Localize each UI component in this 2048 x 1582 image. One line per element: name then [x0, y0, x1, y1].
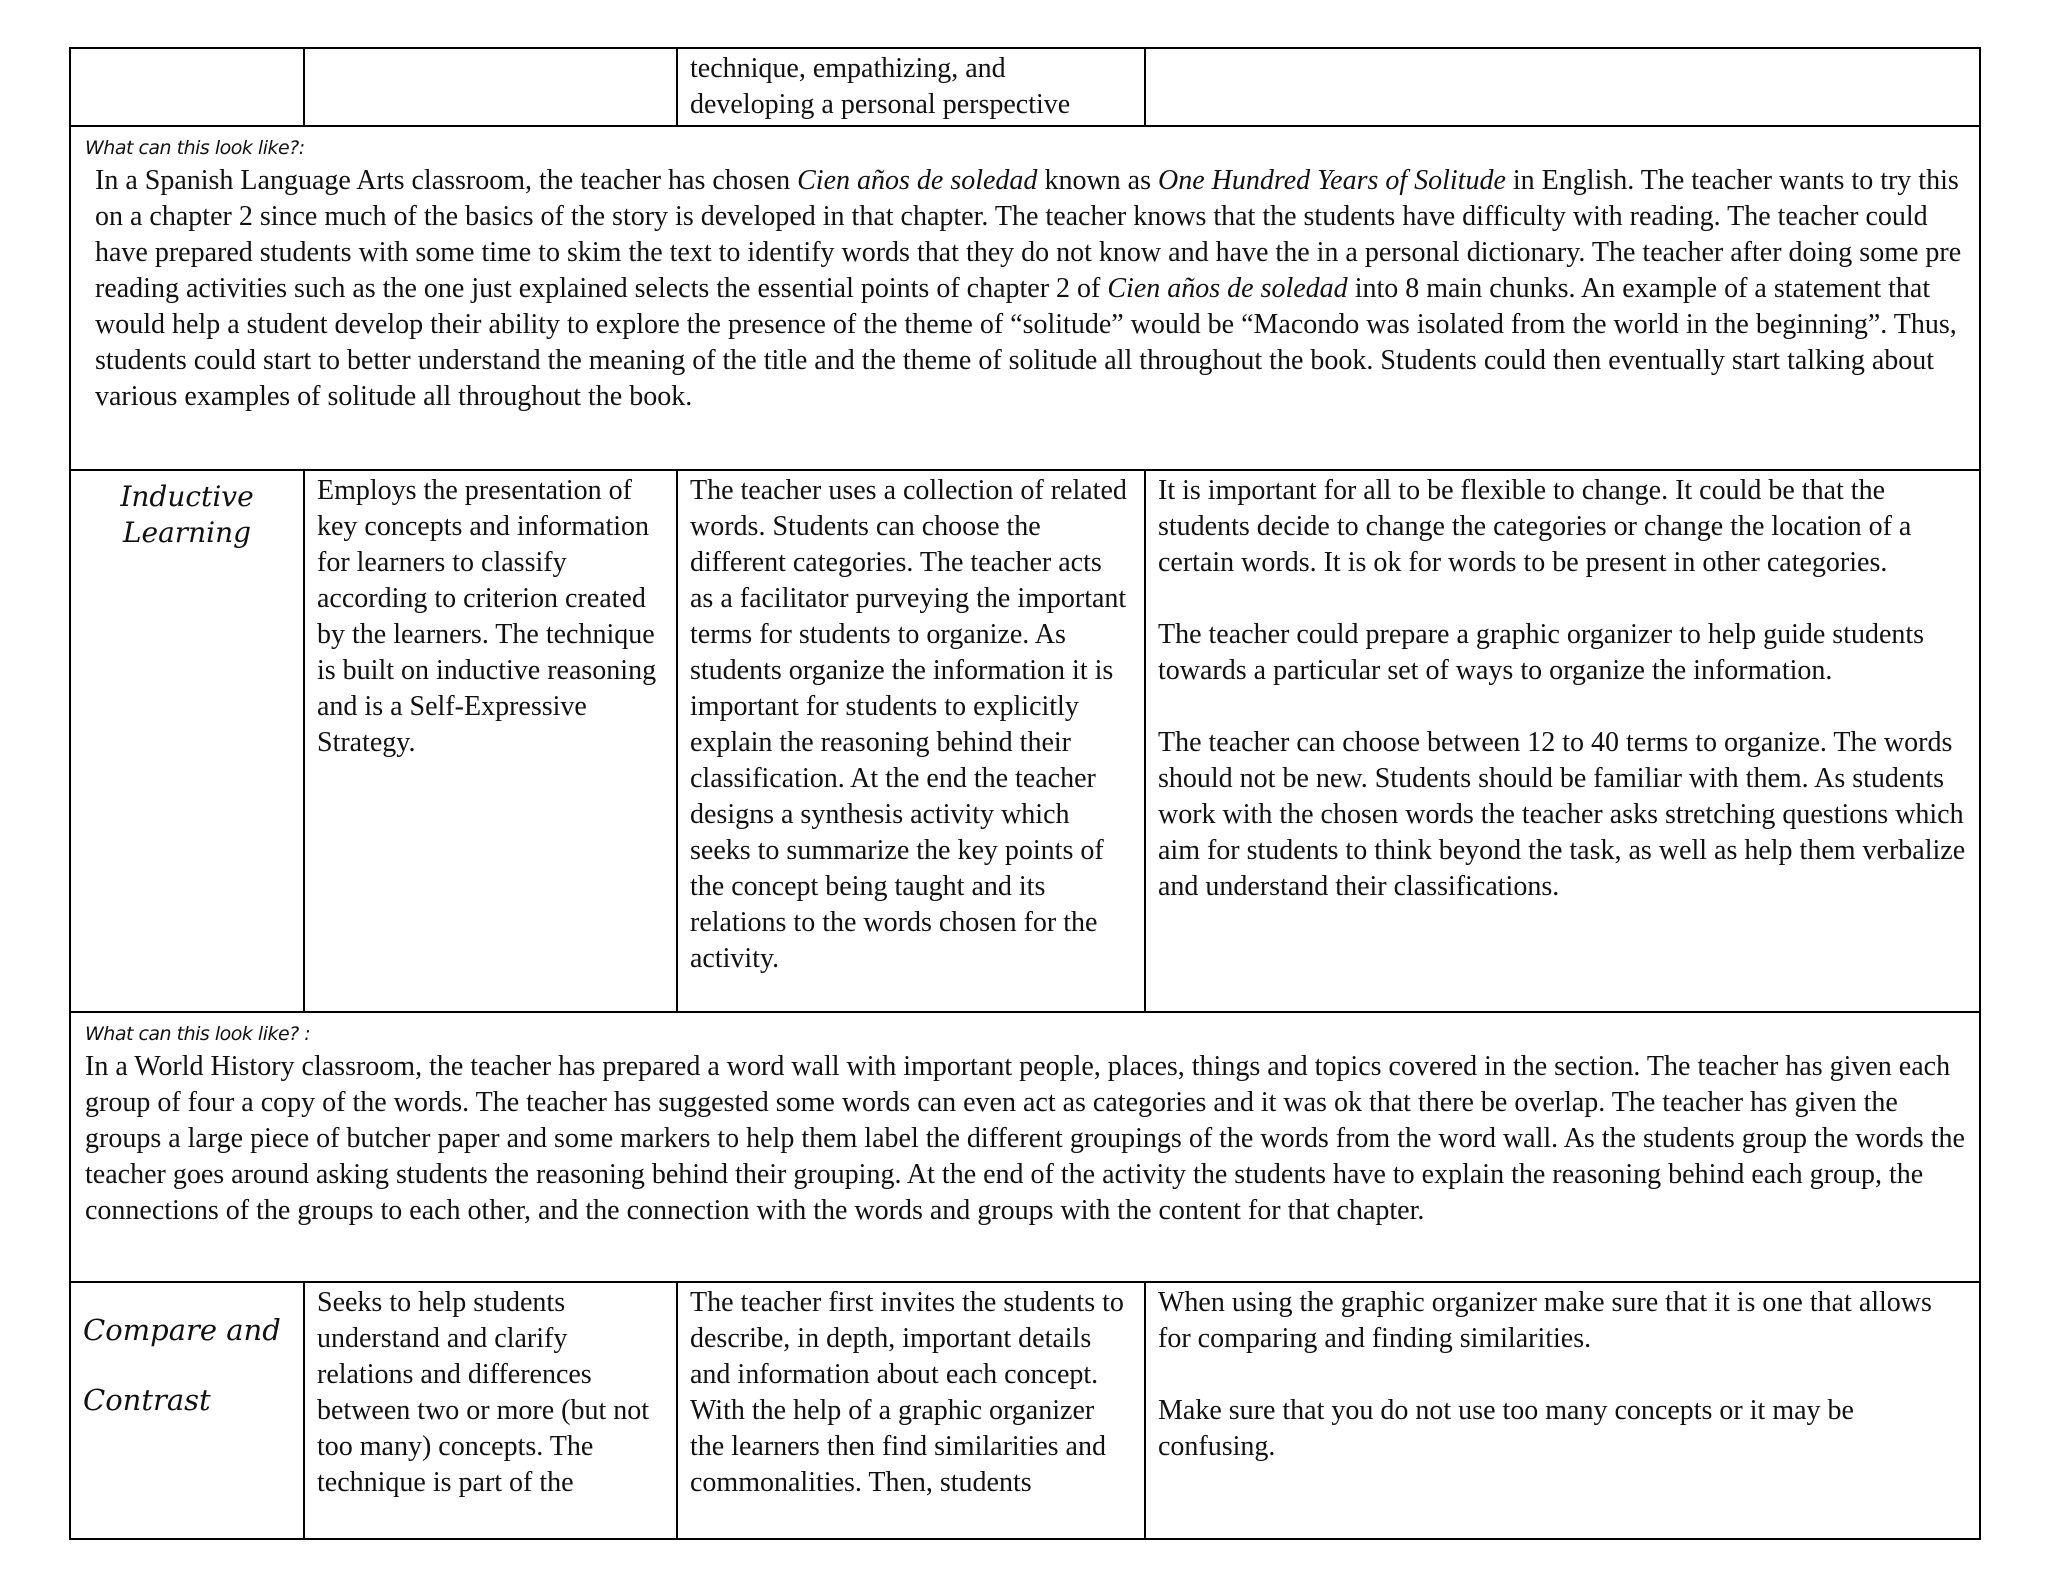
definition-cell: Seeks to help students understand and clarify relations and differences between two or more (but not too many) concepts. The technique is part of the — [304, 1282, 677, 1539]
procedure-cell: The teacher first invites the students to describe, in depth, important details and information about each concept. With the help of a graphic organizer the learners then find similarities and commonalities. Then, students — [677, 1282, 1145, 1539]
book-title-spanish: Cien años de soledad — [797, 165, 1038, 196]
book-title-spanish: Cien años de soledad — [1107, 273, 1348, 304]
procedure-cell: The teacher uses a collection of related words. Students can choose the different categories. The teacher acts as a facilitator purveying the important terms for students to organize. As students organize the information it is important for students to explicitly explain the reasoning behind their classification. At the end the teacher designs a synthesis activity which seeks to summarize the key points of the concept being taught and its relations to the words chosen for the activity. — [677, 470, 1145, 1012]
tip-paragraph: It is important for all to be flexible to change. It could be that the students decide to change the categories or change the location of a certain words. It is ok for words to be present in other categories. — [1158, 475, 1912, 578]
example-row-world-history — [70, 1012, 1980, 1282]
strategy-name-cell — [70, 48, 304, 126]
strategy-row-compare-contrast — [70, 1282, 1980, 1539]
example-text: In a World History classroom, the teacher has prepared a word wall with important people, places, things and topics covered in the section. The teacher has given each group of four a copy of the words. The teacher has suggested some words can even act as categories and it was ok that there be overlap. The teacher has given the groups a large piece of butcher paper and some markers to help them label the different groupings of the words from the word wall. As the students group the words the teacher goes around asking students the reasoning behind their grouping. At the end of the activity the students have to explain the reasoning behind each group, the connections of the groups to each other, and the connection with the words and groups with the content for that chapter. — [85, 1051, 1965, 1226]
procedure-cell: technique, empathizing, and developing a personal perspective — [677, 48, 1145, 126]
strategy-name-compare-contrast: Compare and Contrast — [70, 1282, 304, 1539]
strategies-table — [69, 47, 1981, 1540]
definition-cell: Employs the presentation of key concepts and information for learners to classify according to criterion created by the learners. The technique is built on inductive reasoning and is a Self-Expressive Strategy. — [304, 470, 677, 1012]
example-heading: What can this look like? : — [85, 1023, 311, 1045]
tip-paragraph: The teacher could prepare a graphic organizer to help guide students towards a particular set of ways to organize the information. — [1158, 619, 1925, 686]
example-text: In a Spanish Language Arts classroom, the teacher has chosen Cien años de soledad known as One Hundred Years of Solitude in English. The teacher wants to try this on a chapter 2 since much of the basics of the story is developed in that chapter. The teacher knows that the students have difficulty with reading. The teacher could have prepared students with some time to skim the text to identify words that they do not know and have the in a personal dictionary. The teacher after doing some pre reading activities such as the one just explained selects the essential points of chapter 2 of Cien años de soledad into 8 main chunks. An example of a statement that would help a student develop their ability to explore the presence of the theme of “solitude” would be “Macondo was isolated from the world in the beginning”. Thus, students could start to better understand the meaning of the title and the theme of solitude all throughout the book. Students could then eventually start talking about various examples of solitude all throughout the book. — [95, 165, 1962, 412]
example-cell — [70, 1012, 1980, 1282]
tips-cell — [1145, 1282, 1980, 1539]
tip-paragraph: The teacher can choose between 12 to 40 terms to organize. The words should not be new. Students should be familiar with them. As students work with the chosen words the teacher asks stretching questions which aim for students to think beyond the task, as well as help them verbalize and understand their classifications. — [1158, 727, 1966, 902]
tips-cell — [1145, 48, 1980, 126]
tip-paragraph: Make sure that you do not use too many concepts or it may be confusing. — [1158, 1395, 1854, 1462]
continuation-row — [70, 48, 1980, 126]
definition-cell — [304, 48, 677, 126]
example-cell — [70, 126, 1980, 470]
example-row-spanish — [70, 126, 1980, 470]
tip-paragraph: When using the graphic organizer make sure that it is one that allows for comparing and finding similarities. — [1158, 1287, 1932, 1354]
tips-cell — [1145, 470, 1980, 1012]
book-title-english: One Hundred Years of Solitude — [1157, 165, 1506, 196]
example-heading: What can this look like?: — [85, 137, 305, 159]
strategy-name-inductive-learning: Inductive Learning — [70, 470, 304, 1012]
strategy-row-inductive-learning — [70, 470, 1980, 1012]
